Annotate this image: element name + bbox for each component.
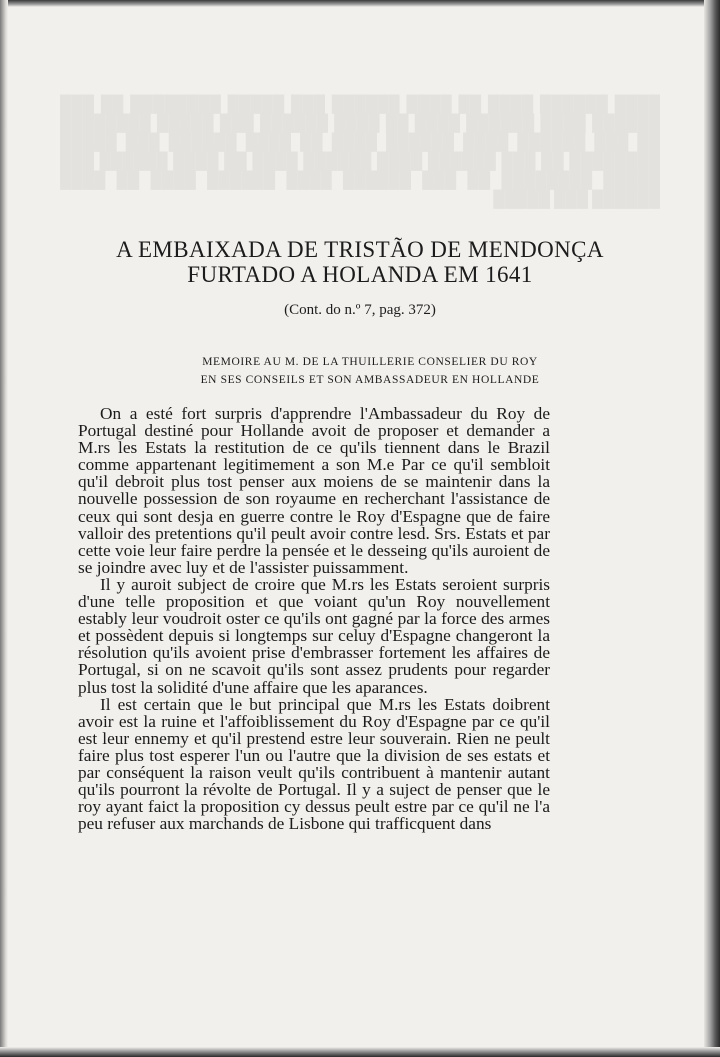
page-bottom-edge xyxy=(0,1047,720,1057)
page-top-edge xyxy=(0,0,720,7)
body-text xyxy=(78,405,550,832)
memoir-heading-line-2: EN SES CONSEILS ET SON AMBASSADEUR EN HOLLANDE xyxy=(200,374,540,386)
memoir-heading-line-1: MEMOIRE AU M. DE LA THUILLERIE CONSELIER DU ROY xyxy=(202,356,538,368)
article-title-line-1: A EMBAIXADA DE TRISTÃO DE MENDONÇA xyxy=(116,237,604,262)
show-through-texture: ████ ██████ ████ ██ ████ ██████ ███ █████ ████████ ██ ███ ██████ ████ ██████ ████ ██ ████ ██████ ███ █████ ████████ ██ ███ ██████ ████ ██████ ████ ██ ████ ██████ ███ █████ ████████ ██ ███ ██████ ████ ██████ ████ ██ ████ ██████ ███ █████ ████████ ██ ███ ██████ ████ ██████ ████ ██ ████ ██████ ███ █████ xyxy=(60,96,660,208)
continuation-note: (Cont. do n.º 7, pag. 372) xyxy=(284,302,436,318)
paragraph: Il y auroit subject de croire que M.rs les Estats seroient surpris d'une telle proposition et que voiant qu'un Roy nouvellement estably leur voudroit oster ce qu'ils ont gagné par la force des armes et possèdent depuis si longtemps sur celuy d'Espagne changeront la résolution qu'ils avoient prise d'embrasser fortement les affaires de Portugal, si on ne scavoit qu'ils sont assez prudents pour regarder plus tost la solidité d'une affaire que les aparances. xyxy=(78,574,550,697)
page-right-edge xyxy=(704,0,720,1057)
paragraph: On a esté fort surpris d'apprendre l'Ambassadeur du Roy de Portugal destiné pour Hollande avoit de proposer et demander a M.rs les Estats la restitution de ce qu'ils tiennent dans le Brazil comme appartenant legitimement a son M.e Par ce qu'il sembloit qu'il debroit plus tost penser aux moiens de se maintenir dans la nouvelle possession de son royaume en recherchant l'assistance de ceux qui sont desja en guerre contre le Roy d'Espagne que de faire valloir des pretentions qu'il peult avoir contre lesd. Srs. Estats et par cette voie leur faire perdre la pensée et le desseing qu'ils auroient de se joindre avec luy et de l'assister puissamment. xyxy=(78,404,550,577)
paragraph: Il est certain que le but principal que M.rs les Estats doibrent avoir est la ruine et l'affoiblissement du Roy d'Espagne par ce qu'il est leur ennemy et qu'il prestend estre leur souverain. Rien ne peult faire plus tost esperer l'un ou l'autre que la division de ses estats et par conséquent la raison veult qu'ils contribuent à mantenir autant qu'ils pourront la révolte de Portugal. Il y a suject de penser que le roy ayant faict la proposition cy dessus peult estre par ce qu'il ne l'a peu refuser aux marchands de Lisbone qui trafficquent dans xyxy=(78,694,550,834)
article-title-line-2: FURTADO A HOLANDA EM 1641 xyxy=(187,262,533,287)
page-left-edge xyxy=(0,0,8,1057)
